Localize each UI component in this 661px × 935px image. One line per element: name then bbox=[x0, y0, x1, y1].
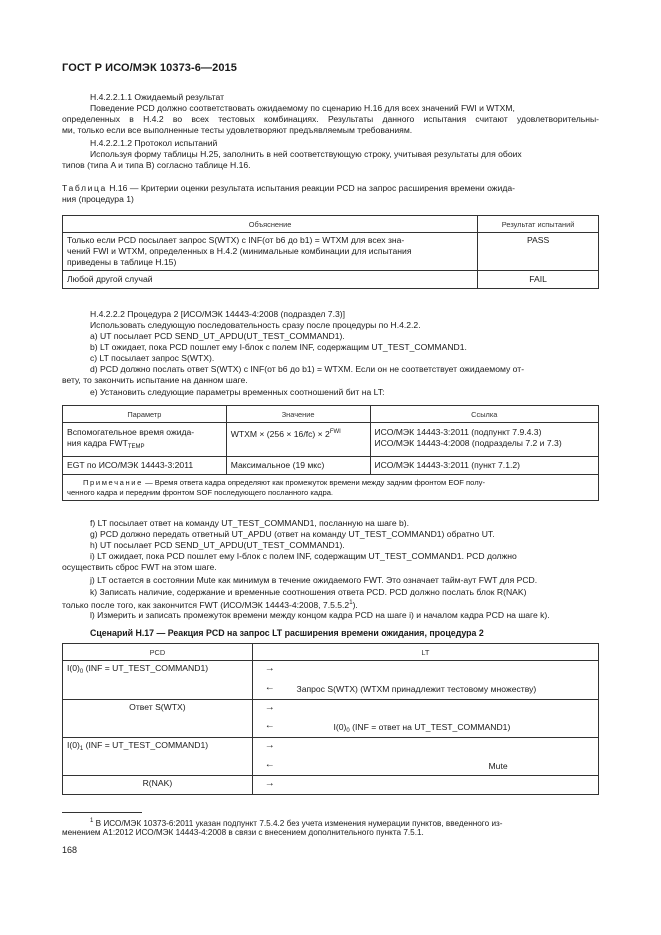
scenario-table bbox=[62, 643, 599, 795]
left-arrow-icon: ← bbox=[264, 682, 275, 693]
left-arrow-icon: ← bbox=[264, 758, 275, 770]
scenario-row bbox=[63, 776, 599, 795]
list-item-e: e) Установить следующие параметры временных соотношений бит на LT: bbox=[90, 387, 385, 397]
section-heading-expected-result: H.4.2.2.1.1 Ожидаемый результат bbox=[90, 92, 225, 102]
lt-cell bbox=[252, 737, 598, 757]
list-item-j: j) LT остается в состоянии Mute как минимум в течение ожидаемого FWT. Это означает тайм-аут FWT для PCD. bbox=[90, 575, 538, 585]
pcd-cell: Ответ S(WTX) bbox=[63, 699, 253, 718]
pcd-cell bbox=[63, 757, 253, 776]
paragraph-line: ми, только если все выполненные тесты удовлетворяют предъявляемым требованиям. bbox=[62, 125, 413, 135]
table-row bbox=[63, 233, 599, 271]
scenario-row bbox=[63, 718, 599, 737]
list-item-i: i) LT ожидает, пока PCD пошлет ему I-блок с полем INF, содержащим UT_TEST_COMMAND1. PCD должно bbox=[90, 551, 517, 561]
table-note-row bbox=[63, 475, 599, 501]
column-header-lt: LT bbox=[252, 644, 598, 661]
scenario-row bbox=[63, 661, 599, 681]
paragraph-line: Использовать следующую последовательность сразу после процедуры по H.4.2.2. bbox=[90, 320, 421, 330]
parameter-cell: Вспомогательное время ожида- ния кадра $FWT_{TEMP}$ bbox=[63, 423, 227, 457]
scenario-row bbox=[63, 737, 599, 757]
list-item-a: a) UT посылает PCD SEND_UT_APDU(UT_TEST_COMMAND1). bbox=[90, 331, 345, 341]
list-item-k-continuation: только после того, как закончится FWT (ИСО/МЭК 14443-4:2008, 7.5.5.2$^1$). bbox=[62, 600, 358, 610]
list-item-d: d) PCD должно послать ответ S(WTX) с INF(от b6 до b1) = WTXM. Если он не соответствует ожидаемому от- bbox=[90, 364, 525, 374]
column-header-result: Результат испытаний bbox=[478, 216, 599, 233]
pcd-cell: $I(0)_1$ (INF = UT_TEST_COMMAND1) bbox=[63, 737, 253, 757]
footnote-continuation: менением A1:2012 ИСО/МЭК 14443-4:2008 в связи с внесением дополнительного пункта 7.5.1. bbox=[62, 828, 424, 837]
pcd-cell: $I(0)_0$ (INF = UT_TEST_COMMAND1) bbox=[63, 661, 253, 681]
left-arrow-icon: ← bbox=[264, 720, 275, 731]
reference-cell: ИСО/МЭК 14443-3:2011 (подпункт 7.9.4.3) ИСО/МЭК 14443-4:2008 (подразделы 7.2 и 7.3) bbox=[370, 423, 599, 457]
scenario-row bbox=[63, 699, 599, 718]
lt-cell: ← Mute bbox=[252, 757, 598, 776]
pcd-cell bbox=[63, 680, 253, 699]
value-cell: Максимальное (19 мкс) bbox=[226, 457, 370, 475]
footnote: $^1$ В ИСО/МЭК 10373-6:2011 указан подпункт 7.5.4.2 без учета изменения нумерации пунктов, введенного из- bbox=[90, 818, 503, 828]
pcd-cell: R(NAK) bbox=[63, 776, 253, 795]
footnote-reference[interactable]: 1 bbox=[349, 600, 353, 606]
right-arrow-icon: → bbox=[264, 739, 275, 751]
lt-cell: ← Запрос S(WTX) (WTXM принадлежит тестовому множеству) bbox=[252, 680, 598, 699]
result-cell-pass: PASS bbox=[478, 233, 599, 271]
column-header-reference: Ссылка bbox=[370, 406, 599, 423]
column-header-pcd: PCD bbox=[63, 644, 253, 661]
list-item-f: f) LT посылает ответ на команду UT_TEST_COMMAND1, посланную на шаге b). bbox=[90, 518, 410, 528]
scenario-row bbox=[63, 757, 599, 776]
right-arrow-icon: → bbox=[264, 663, 275, 674]
list-item-b: b) LT ожидает, пока PCD пошлет ему I-блок с полем INF, содержащим UT_TEST_COMMAND1. bbox=[90, 342, 467, 352]
right-arrow-icon: → bbox=[264, 701, 275, 713]
pcd-cell bbox=[63, 718, 253, 737]
right-arrow-icon: → bbox=[264, 778, 275, 789]
explanation-cell: Только если PCD посылает запрос S(WTX) с INF(от b6 до b1) = WTXM для всех зна- чений FWI и WTXM, определенных в H.4.2 (минимальные комбинации для испытания приведены в таблице H.15) bbox=[63, 233, 478, 271]
footnote-divider bbox=[62, 812, 142, 813]
page-number: 168 bbox=[62, 845, 78, 855]
table-header-row bbox=[63, 216, 599, 233]
table-note: Примечание — Время ответа кадра определяют как промежуток времени между задним фронтом EOF полу- ченного кадра и передним фронтом SOF последующего посланного кадра. bbox=[63, 475, 599, 501]
paragraph-line: определенных в H.4.2 во всех тестовых комбинациях. Результаты данного испытания считают удовлетворительны- bbox=[62, 114, 599, 124]
column-header-value: Значение bbox=[226, 406, 370, 423]
paragraph-line: Поведение PCD должно соответствовать ожидаемому по сценарию H.16 для всех значений FWI и WTXM, bbox=[90, 103, 515, 113]
table-row bbox=[63, 457, 599, 475]
explanation-cell: Любой другой случай bbox=[63, 271, 478, 289]
list-item-k: k) Записать наличие, содержание и временные соотношения ответа PCD. PCD должно послать блок R(NAK) bbox=[90, 587, 527, 597]
table-caption: Таблица H.16 — Критерии оценки результата испытания реакции PCD на запрос расширения времени ожида- bbox=[62, 183, 515, 193]
table-row bbox=[63, 423, 599, 457]
column-header-parameter: Параметр bbox=[63, 406, 227, 423]
reference-cell: ИСО/МЭК 14443-3:2011 (пункт 7.1.2) bbox=[370, 457, 599, 475]
list-item-l: l) Измерить и записать промежуток времени между концом кадра PCD на шаге i) и началом кадра PCD на шаге k). bbox=[90, 610, 550, 620]
scenario-title: Сценарий H.17 — Реакция PCD на запрос LT расширения времени ожидания, процедура 2 bbox=[90, 628, 484, 638]
scenario-row bbox=[63, 680, 599, 699]
table-header-row bbox=[63, 644, 599, 661]
criteria-table bbox=[62, 215, 599, 289]
list-item-d-continuation: вету, то закончить испытание на данном шаге. bbox=[62, 375, 248, 385]
list-item-i-continuation: осуществить сброс FWT на этом шаге. bbox=[62, 562, 217, 572]
lt-cell: ← $I(0)_0$ (INF = ответ на UT_TEST_COMMAND1) bbox=[252, 718, 598, 737]
document-header: ГОСТ Р ИСО/МЭК 10373-6—2015 bbox=[62, 62, 237, 74]
list-item-h: h) UT посылает PCD SEND_UT_APDU(UT_TEST_COMMAND1). bbox=[90, 540, 345, 550]
list-item-g: g) PCD должно передать ответный UT_APDU (ответ на команду UT_TEST_COMMAND1) обратно UT. bbox=[90, 529, 495, 539]
table-caption-continuation: ния (процедура 1) bbox=[62, 194, 134, 204]
list-item-c: c) LT посылает запрос S(WTX). bbox=[90, 353, 215, 363]
paragraph-line: Используя форму таблицы H.25, заполнить в ней соответствующую строку, учитывая результаты для обоих bbox=[90, 149, 522, 159]
paragraph-line: типов (типа A и типа B) согласно таблице H.16. bbox=[62, 160, 251, 170]
table-caption-word: Таблица bbox=[62, 183, 107, 193]
result-cell-fail: FAIL bbox=[478, 271, 599, 289]
parameter-cell: EGT по ИСО/МЭК 14443-3:2011 bbox=[63, 457, 227, 475]
table-row bbox=[63, 271, 599, 289]
value-cell: WTXM × $(256 \times 16/fc) \times 2^{FWI}$ bbox=[226, 423, 370, 457]
lt-cell bbox=[252, 699, 598, 718]
column-header-explanation: Объяснение bbox=[63, 216, 478, 233]
lt-cell bbox=[252, 661, 598, 681]
section-heading-procedure-2: H.4.2.2.2 Процедура 2 [ИСО/МЭК 14443-4:2008 (подраздел 7.3)] bbox=[90, 309, 345, 319]
lt-cell bbox=[252, 776, 598, 795]
timing-parameters-table bbox=[62, 405, 599, 501]
table-header-row bbox=[63, 406, 599, 423]
section-heading-test-report: H.4.2.2.1.2 Протокол испытаний bbox=[90, 138, 218, 148]
